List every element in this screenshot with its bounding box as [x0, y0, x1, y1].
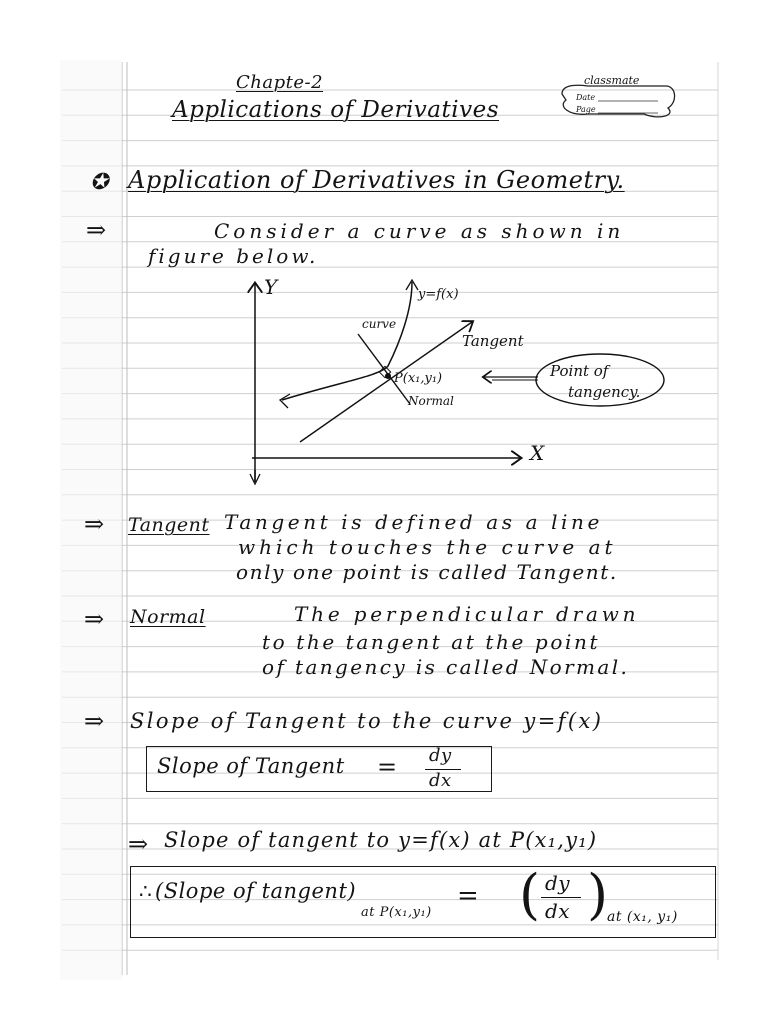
x-axis-label: X — [530, 441, 545, 465]
fraction-bar — [541, 897, 581, 898]
arrow-icon: ⇒ — [84, 605, 105, 633]
chapter-label: Chapte-2 — [236, 72, 324, 93]
tangent-def-line-3: only one point is called Tangent. — [236, 560, 618, 584]
point-of-tangency — [385, 373, 391, 379]
slope2-rhs-subscript: at (x₁, y₁) — [607, 909, 678, 925]
slope2-box-subscript: at P(x₁,y₁) — [361, 905, 432, 920]
tangent-line — [300, 322, 472, 442]
tangent-term: Tangent — [128, 514, 210, 536]
normal-def-line-1: The perpendicular drawn — [294, 602, 640, 626]
normal-def-line-2: to the tangent at the point — [262, 630, 601, 654]
slope2-equals: = — [457, 881, 480, 911]
right-paren: ) — [587, 863, 609, 926]
normal-def-line-3: of tangency is called Normal. — [262, 655, 630, 679]
left-paren: ( — [519, 863, 541, 926]
classmate-brand: classmate — [584, 74, 640, 87]
slope1-denominator: dx — [429, 770, 452, 791]
arrow-icon: ⇒ — [128, 830, 149, 858]
arrow-icon: ⇒ — [84, 510, 105, 538]
slope1-box-label: Slope of Tangent — [157, 754, 345, 778]
page-title: Applications of Derivatives — [172, 97, 500, 123]
intro-line-1: Consider a curve as shown in — [214, 219, 625, 243]
normal-line — [358, 334, 410, 404]
intro-line-2: figure below. — [148, 244, 319, 268]
normal-term: Normal — [130, 606, 206, 628]
slope2-numerator: dy — [545, 871, 571, 895]
slope2-formula-box — [130, 863, 716, 938]
curve — [282, 282, 412, 400]
date-label: Date — [576, 93, 596, 102]
slope2-denominator: dx — [545, 899, 571, 923]
therefore-symbol: ∴ — [139, 879, 153, 903]
arrow-icon: ⇒ — [84, 707, 105, 735]
tangent-def-line-1: Tangent is defined as a line — [224, 510, 603, 534]
normal-label: Normal — [408, 394, 454, 408]
callout-line-1: Point of — [550, 362, 609, 380]
slope2-heading: Slope of tangent to y=f(x) at P(x₁,y₁) — [164, 828, 598, 852]
tangent-def-line-2: which touches the curve at — [238, 535, 617, 559]
function-label: y=f(x) — [418, 287, 459, 302]
classmate-logo — [548, 72, 680, 124]
slope1-formula-box — [146, 746, 492, 792]
curve-label: curve — [362, 317, 397, 331]
slope1-equals: = — [377, 753, 398, 781]
bullet-icon: ✪ — [90, 170, 109, 195]
tangent-label: Tangent — [462, 332, 524, 350]
slope1-heading: Slope of Tangent to the curve y=f(x) — [130, 709, 604, 733]
page-label: Page — [576, 105, 596, 114]
callout-line-2: tangency. — [568, 383, 641, 401]
arrow-icon: ⇒ — [86, 216, 107, 244]
slope2-box-label: (Slope of tangent) — [155, 879, 357, 903]
point-label: P(x₁,y₁) — [394, 371, 443, 386]
slope1-numerator: dy — [429, 745, 452, 766]
tangent-normal-figure — [240, 272, 710, 487]
y-axis-label: Y — [264, 275, 278, 299]
section-heading: Application of Derivatives in Geometry. — [128, 166, 625, 194]
